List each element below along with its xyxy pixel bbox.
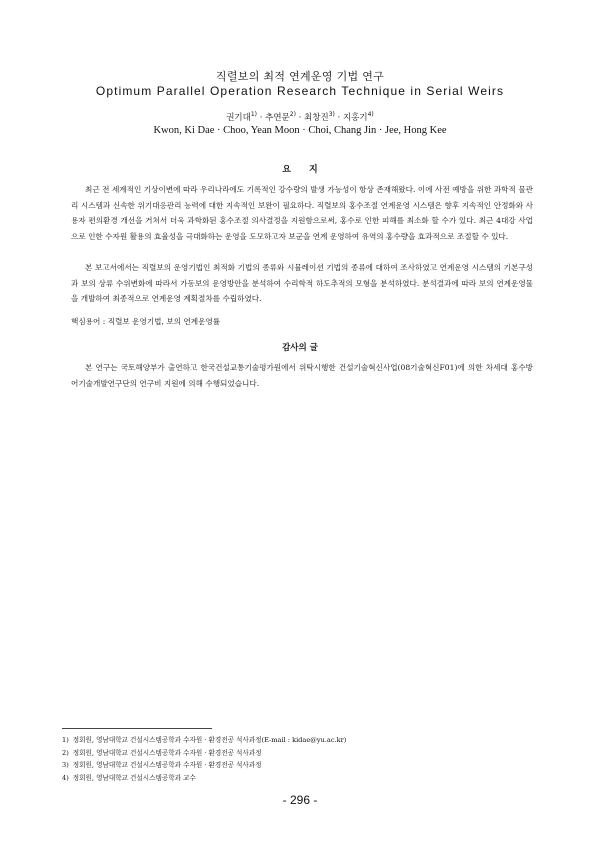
author-footnote-mark: 1) — [250, 111, 258, 119]
paper-title-english: Optimum Parallel Operation Research Technique in Serial Weirs — [95, 84, 505, 98]
footnote-number: 4) — [62, 773, 69, 782]
footnotes-list — [62, 734, 542, 784]
author-separator: · — [295, 113, 305, 123]
acknowledgement-heading: 감사의 글 — [282, 343, 318, 353]
footnote-item — [62, 759, 542, 772]
authors-korean — [0, 111, 600, 123]
footnote-number: 1) — [62, 736, 69, 744]
author-name: 최창진 — [304, 113, 329, 123]
author-footnote-mark: 4) — [367, 111, 374, 119]
authors-english: Kwon, Ki Dae · Choo, Yean Moon · Choi, Chang Jin · Jee, Hong Kee — [153, 125, 447, 136]
author-separator: · — [334, 113, 343, 123]
footnote-divider — [62, 728, 212, 729]
footnote-item — [62, 734, 542, 747]
footnote-text: 정회원, 영남대학교 건설시스템공학과 수자원 · 환경전공 석사과정 — [72, 748, 262, 757]
footnote-number: 2) — [62, 748, 69, 757]
footnote-number: 3) — [62, 761, 69, 770]
author-footnote-mark: 2) — [289, 111, 296, 119]
footnote-text: 정회원, 영남대학교 건설시스템공학과 교수 — [72, 773, 196, 782]
abstract-paragraph: 최근 전 세계적인 기상이변에 따라 우리나라에도 기록적인 강수량의 발생 가능성이 항상 존재해왔다. 이에 사전 예방을 위한 과학적 물관리 시스템과 신속한 위기대응관리 능력에 대한 지속적인 보완이 필요하다. 직렬보의 홍수조절 연계운영 시스템은 향후 지속적인 안정화와 사용자 편의환경 개선을 거쳐서 더욱 과학화된 홍수조절 의사결정을 지원함으로써, 홍수로 인한 피해를 최소화 할 수가 있다. 최근 4대강 사업으로 인한 수자원 활용의 효율성을 극대화하는 운영을 도모하고자 보군을 연계 운영하여 유역의 홍수량을 효과적으로 조절할 수 있다. — [71, 185, 533, 241]
author-footnote-mark: 3) — [328, 111, 335, 119]
paper-title-korean: 직렬보의 최적 연계운영 기법 연구 — [215, 70, 385, 83]
page-number: - 296 - — [282, 793, 318, 807]
author-name: 추연문 — [265, 113, 290, 123]
author-name: 지홍기 — [342, 113, 368, 123]
footnote-item — [62, 747, 542, 760]
footnote-text: 정회원, 영남대학교 건설시스템공학과 수자원 · 환경전공 석사과정 — [72, 761, 262, 770]
footnote-item — [62, 772, 542, 785]
keywords-line: 핵심용어 : 직렬보 운영기법, 보의 연계운영률 — [71, 317, 221, 326]
author-name: 권기대 — [226, 113, 251, 123]
abstract-heading: 요지 — [282, 165, 336, 175]
footnote-text: 정회원, 영남대학교 건설시스템공학과 수자원 · 환경전공 석사과정(E-mail : kidae@yu.ac.kr) — [72, 736, 347, 744]
acknowledgement-paragraph: 본 연구는 국토해양부가 출연하고 한국건설교통기술평가원에서 위탁시행한 건설기술혁신사업(08기술혁신F01)에 의한 차세대 홍수방어기술개발연구단의 연구비 지원에 의해 수행되었습니다. — [71, 363, 533, 388]
author-separator: · — [257, 113, 266, 123]
abstract-paragraph: 본 보고서에서는 직렬보의 운영기법인 최적화 기법의 종류와 시뮬레이션 기법의 종류에 대하여 조사하였고 연계운영 시스템의 기본구성과 보의 상류 수위변화에 따라서 가동보의 운영방안을 분석하여 수리학적 하도추적의 모형을 분석하였다. 분석결과에 따라 보의 연계운영물을 개발하여 최종적으로 연계운영 계획절차를 수립하였다. — [71, 263, 533, 304]
